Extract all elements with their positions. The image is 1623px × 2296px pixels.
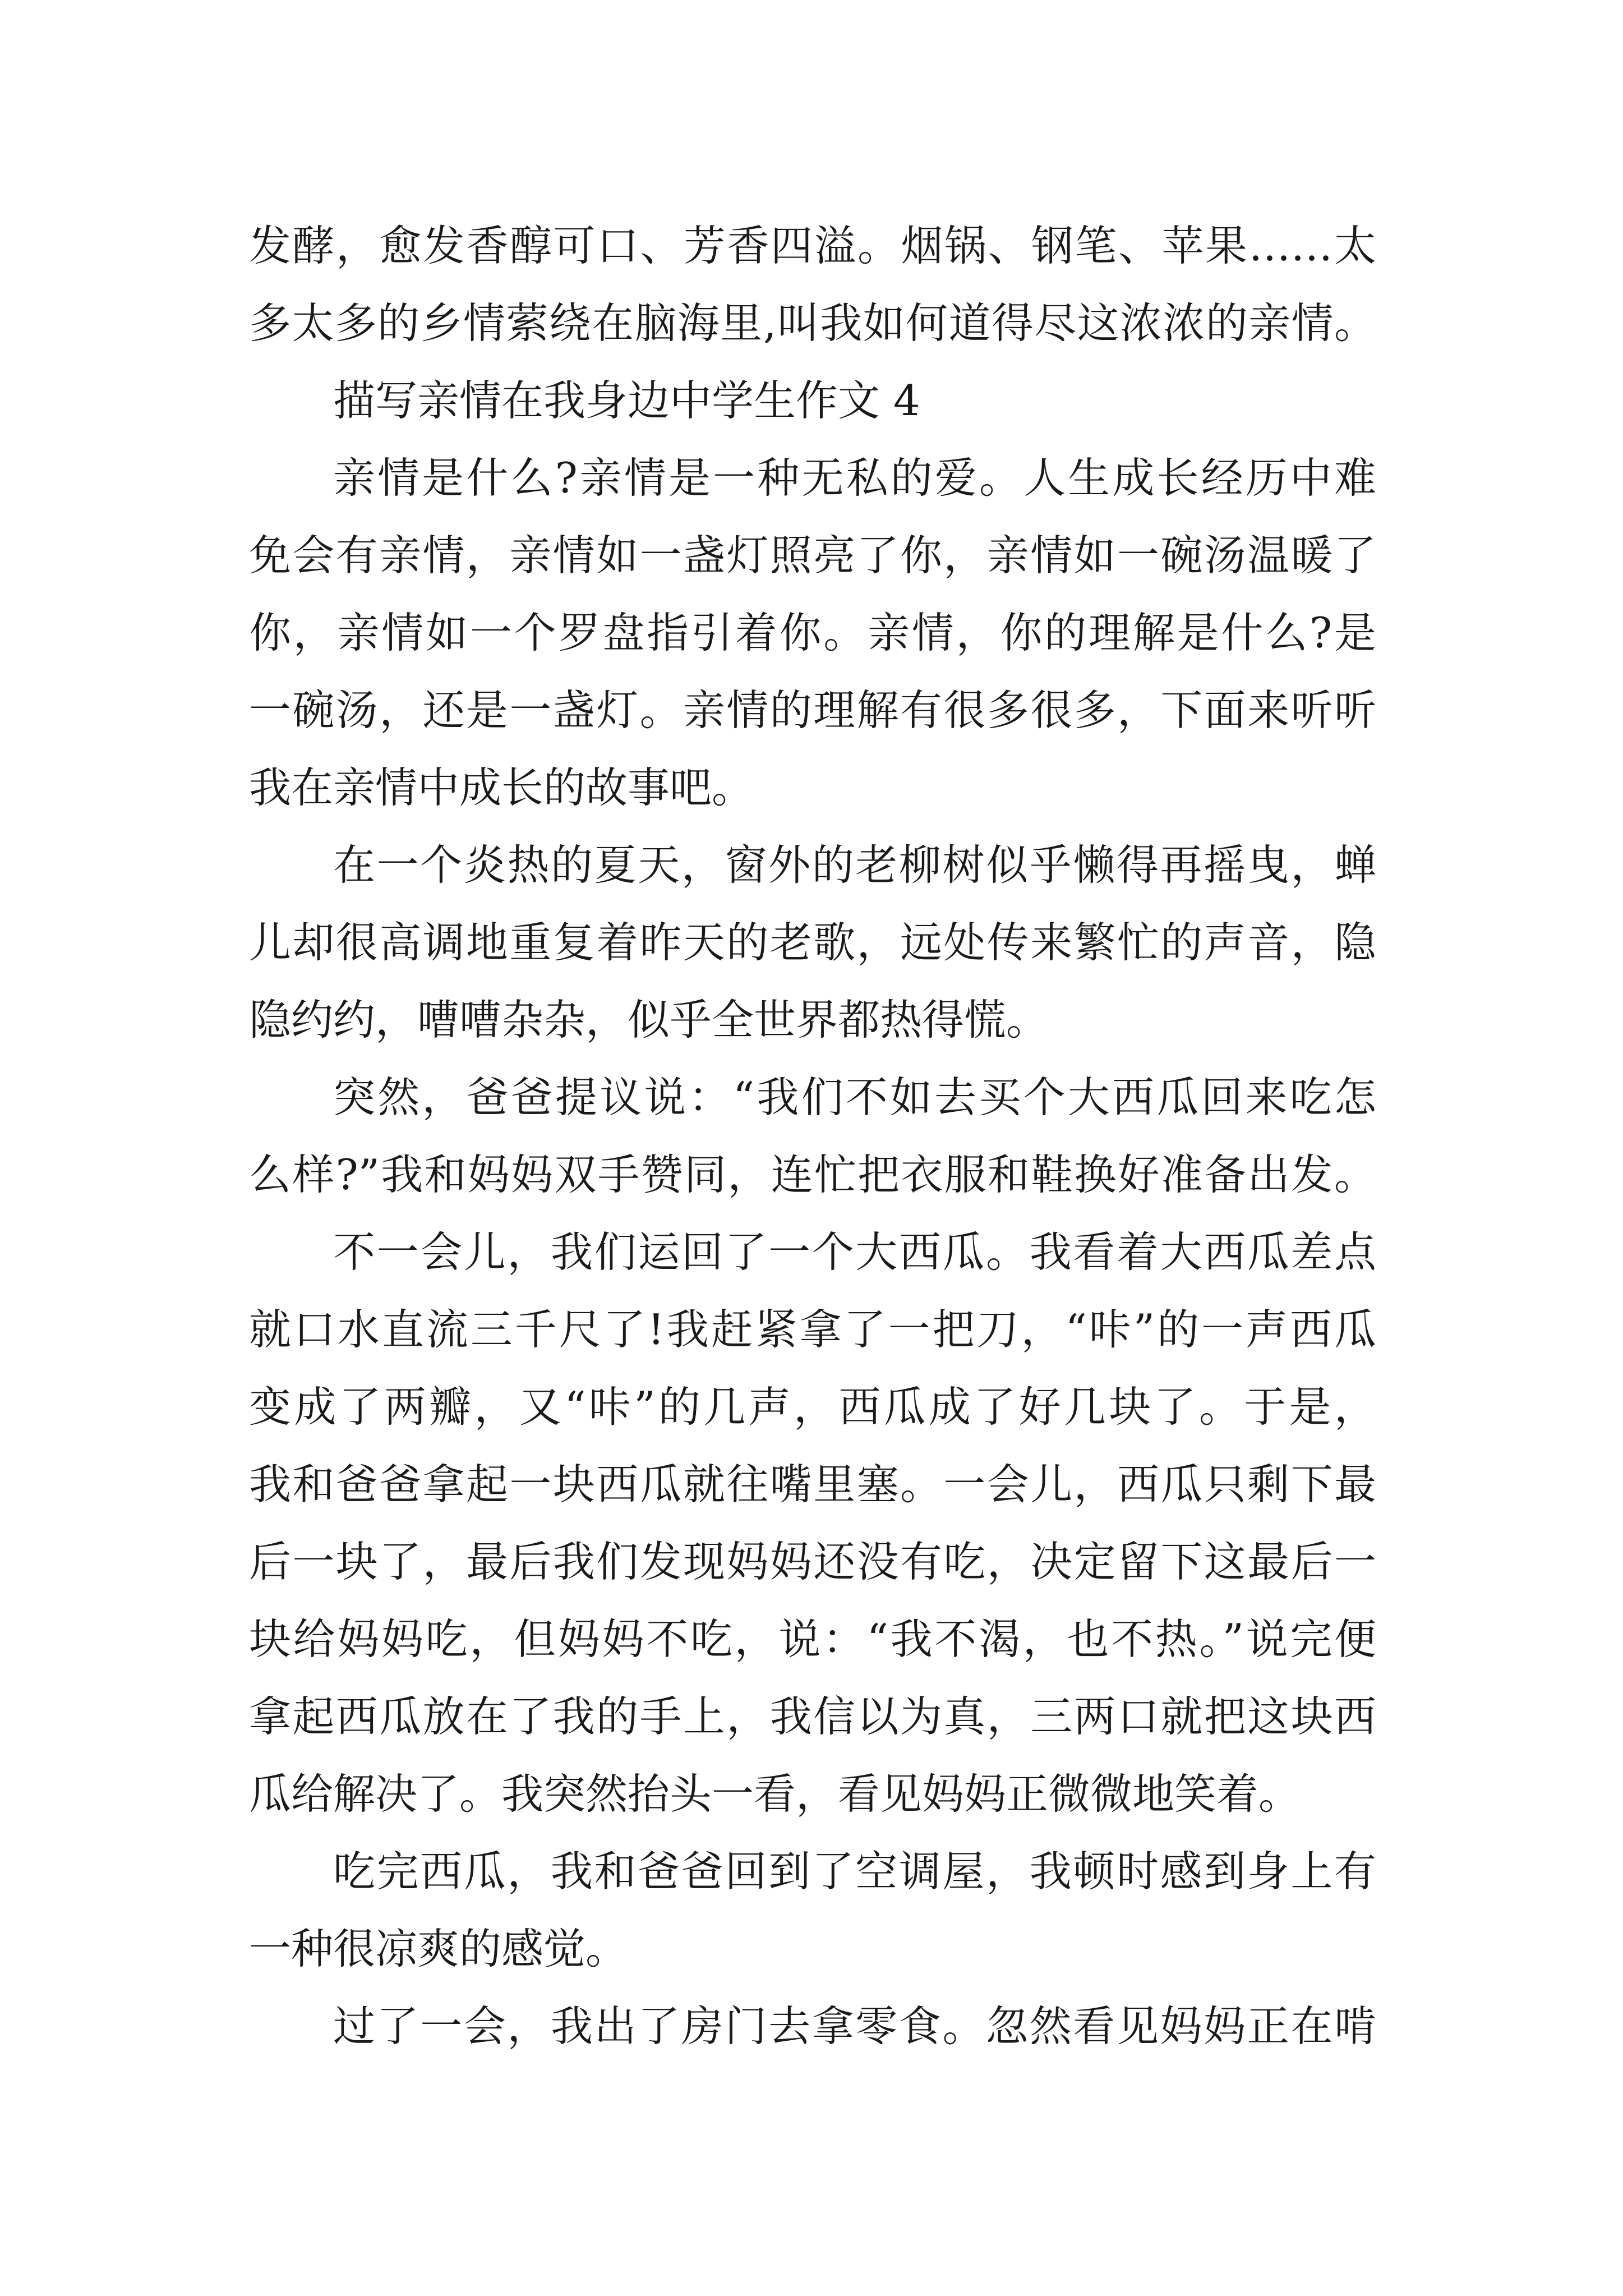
text-line: 多太多的乡情萦绕在脑海里,叫我如何道得尽这浓浓的亲情。 xyxy=(249,298,1376,348)
text-line: 一种很凉爽的感觉。 xyxy=(249,1924,628,1973)
text-line: 就口水直流三千尺了!我赶紧拿了一把刀，“咔”的一声西瓜 xyxy=(249,1305,1376,1354)
text-line: 么样?”我和妈妈双手赞同，连忙把衣服和鞋换好准备出发。 xyxy=(249,1150,1376,1199)
text-line: 过了一会，我出了房门去拿零食。忽然看见妈妈正在啃 xyxy=(333,2001,1376,2051)
text-line: 块给妈妈吃，但妈妈不吃，说：“我不渴，也不热。”说完便 xyxy=(249,1614,1376,1664)
text-line: 后一块了，最后我们发现妈妈还没有吃，决定留下这最后一 xyxy=(249,1537,1376,1586)
section-heading: 描写亲情在我身边中学生作文 4 xyxy=(333,376,920,425)
text-line: 亲情是什么?亲情是一种无私的爱。人生成长经历中难 xyxy=(333,453,1376,503)
text-line: 一碗汤，还是一盏灯。亲情的理解有很多很多，下面来听听 xyxy=(249,685,1376,735)
text-line: 我在亲情中成长的故事吧。 xyxy=(249,763,754,812)
text-line: 拿起西瓜放在了我的手上，我信以为真，三两口就把这块西 xyxy=(249,1692,1376,1741)
text-line: 免会有亲情，亲情如一盏灯照亮了你，亲情如一碗汤温暖了 xyxy=(249,531,1376,580)
text-line: 你，亲情如一个罗盘指引着你。亲情，你的理解是什么?是 xyxy=(249,608,1376,657)
text-line: 发酵，愈发香醇可口、芳香四溢。烟锅、钢笔、苹果……太 xyxy=(249,221,1376,270)
text-line: 吃完西瓜，我和爸爸回到了空调屋，我顿时感到身上有 xyxy=(333,1847,1376,1896)
text-line: 不一会儿，我们运回了一个大西瓜。我看着大西瓜差点 xyxy=(333,1227,1376,1277)
text-line: 突然，爸爸提议说：“我们不如去买个大西瓜回来吃怎 xyxy=(333,1073,1376,1122)
text-line: 瓜给解决了。我突然抬头一看，看见妈妈正微微地笑着。 xyxy=(249,1769,1301,1819)
text-line: 在一个炎热的夏天，窗外的老柳树似乎懒得再摇曳，蝉 xyxy=(333,840,1376,890)
text-line: 儿却很高调地重复着昨天的老歌，远处传来繁忙的声音，隐 xyxy=(249,918,1376,967)
text-line: 变成了两瓣，又“咔”的几声，西瓜成了好几块了。于是， xyxy=(249,1382,1376,1432)
text-line: 隐约约，嘈嘈杂杂，似乎全世界都热得慌。 xyxy=(249,995,1049,1045)
text-line: 我和爸爸拿起一块西瓜就往嘴里塞。一会儿，西瓜只剩下最 xyxy=(249,1460,1376,1509)
